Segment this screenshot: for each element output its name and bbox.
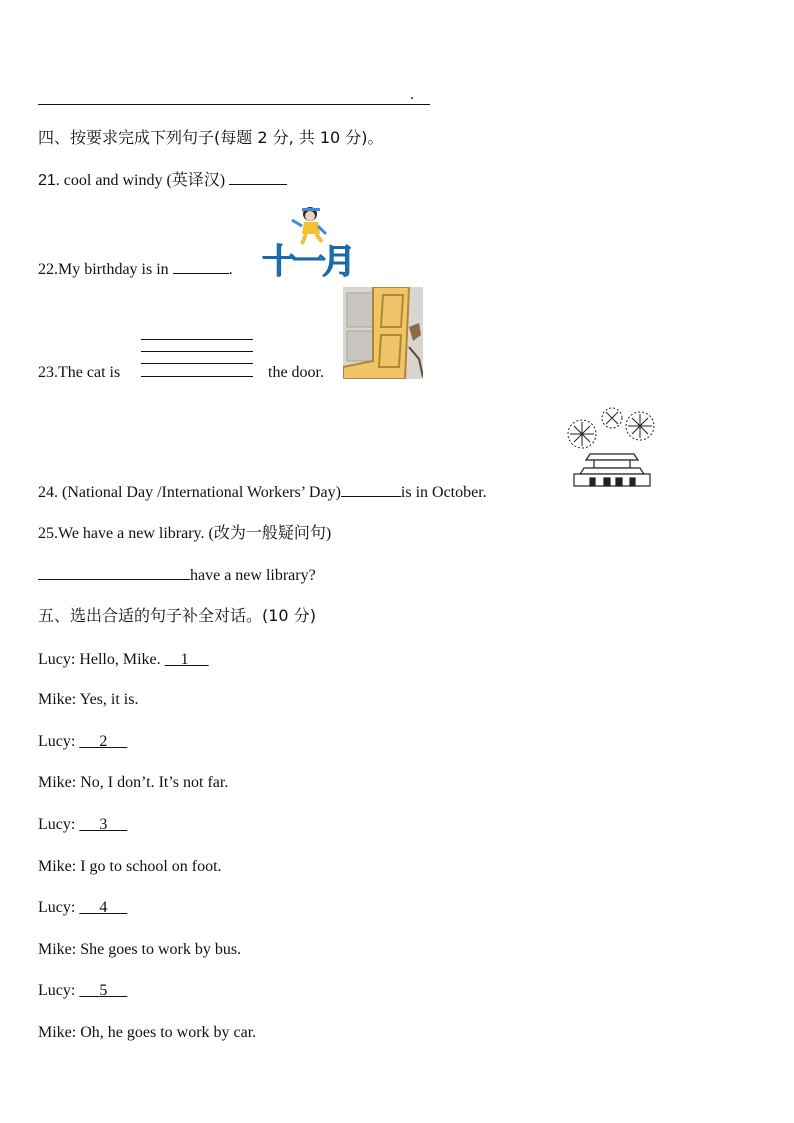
q25-answer-blank[interactable] — [38, 565, 190, 580]
question-23 — [38, 363, 120, 383]
door-illustration — [343, 287, 423, 379]
speaker-lucy: Lucy: — [38, 816, 76, 833]
section4-title: 四、按要求完成下列句子(每题 2 分, 共 10 分)。 — [38, 128, 384, 147]
q25-answer-line — [38, 565, 316, 586]
dialog-blank-5[interactable]: 5 — [99, 982, 108, 999]
q22-end: . — [228, 261, 233, 278]
dialog-text: I go to school on foot. — [80, 858, 222, 875]
question-21 — [38, 170, 287, 191]
q22-text: 22.My birthday is in — [38, 261, 169, 278]
q24-end: is in October. — [400, 484, 487, 501]
q23-end: the door. — [268, 364, 324, 381]
door-cat-icon — [343, 287, 423, 379]
q25-text: 25.We have a new library. — [38, 525, 205, 542]
q21-hint: (英译汉) — [166, 172, 226, 189]
speaker-lucy: Lucy: — [38, 651, 76, 668]
dialog-blank-4[interactable]: 4 — [99, 899, 108, 916]
dialog-line-10 — [38, 1023, 256, 1043]
q23-line-2[interactable] — [141, 351, 253, 352]
q24-start: 24. (National Day /International Workers’ Day) — [38, 484, 341, 501]
dialog-line-5 — [38, 815, 127, 835]
q21-number: 21 — [38, 172, 56, 189]
fireworks-gate-icon — [560, 404, 664, 490]
q23-line-3[interactable] — [141, 363, 253, 364]
q22-answer-blank[interactable] — [173, 259, 229, 274]
top-period: . — [410, 86, 414, 103]
q23-line-1[interactable] — [141, 339, 253, 340]
dialog-line-9 — [38, 981, 127, 1001]
question-22 — [38, 259, 233, 280]
dialog-blank-3[interactable]: 3 — [99, 816, 108, 833]
speaker-mike: Mike: — [38, 774, 77, 791]
speaker-mike: Mike: — [38, 691, 77, 708]
dialog-text: No, I don’t. It’s not far. — [80, 774, 229, 791]
speaker-lucy: Lucy: — [38, 733, 76, 750]
dialog-text: Yes, it is. — [79, 691, 139, 708]
dialog-line-4 — [38, 773, 228, 793]
question-24 — [38, 482, 487, 503]
q23-start: 23.The cat is — [38, 364, 121, 381]
question-25 — [38, 524, 331, 544]
q23-line-4[interactable] — [141, 376, 253, 377]
dialog-text: She goes to work by bus. — [80, 941, 242, 958]
speaker-mike: Mike: — [38, 941, 77, 958]
q21-text: . cool and windy — [55, 172, 163, 189]
section5-title: 五、选出合适的句子补全对话。(10 分) — [38, 606, 316, 625]
speaker-mike: Mike: — [38, 1024, 77, 1041]
dialog-line-7 — [38, 898, 127, 918]
q21-answer-blank[interactable] — [229, 170, 287, 185]
q25-hint: (改为一般疑问句) — [208, 525, 332, 542]
speaker-mike: Mike: — [38, 858, 77, 875]
speaker-lucy: Lucy: — [38, 982, 76, 999]
speaker-lucy: Lucy: — [38, 899, 76, 916]
dialog-text: Hello, Mike. — [79, 651, 161, 668]
dialog-blank-2[interactable]: 2 — [99, 733, 108, 750]
november-characters: 十一月 — [262, 242, 352, 282]
q24-answer-blank[interactable] — [341, 482, 401, 497]
dialog-blank-1[interactable]: 1 — [180, 651, 189, 668]
dialog-text: Oh, he goes to work by car. — [80, 1024, 257, 1041]
dialog-line-1 — [38, 650, 209, 670]
november-illustration — [262, 204, 358, 282]
dialog-line-3 — [38, 732, 127, 752]
q25-answer-tail: have a new library? — [190, 567, 316, 584]
tiananmen-illustration — [560, 404, 664, 490]
dialog-line-8 — [38, 940, 241, 960]
answer-line-top[interactable] — [38, 104, 430, 105]
dialog-line-2 — [38, 690, 138, 710]
dialog-line-6 — [38, 857, 222, 877]
